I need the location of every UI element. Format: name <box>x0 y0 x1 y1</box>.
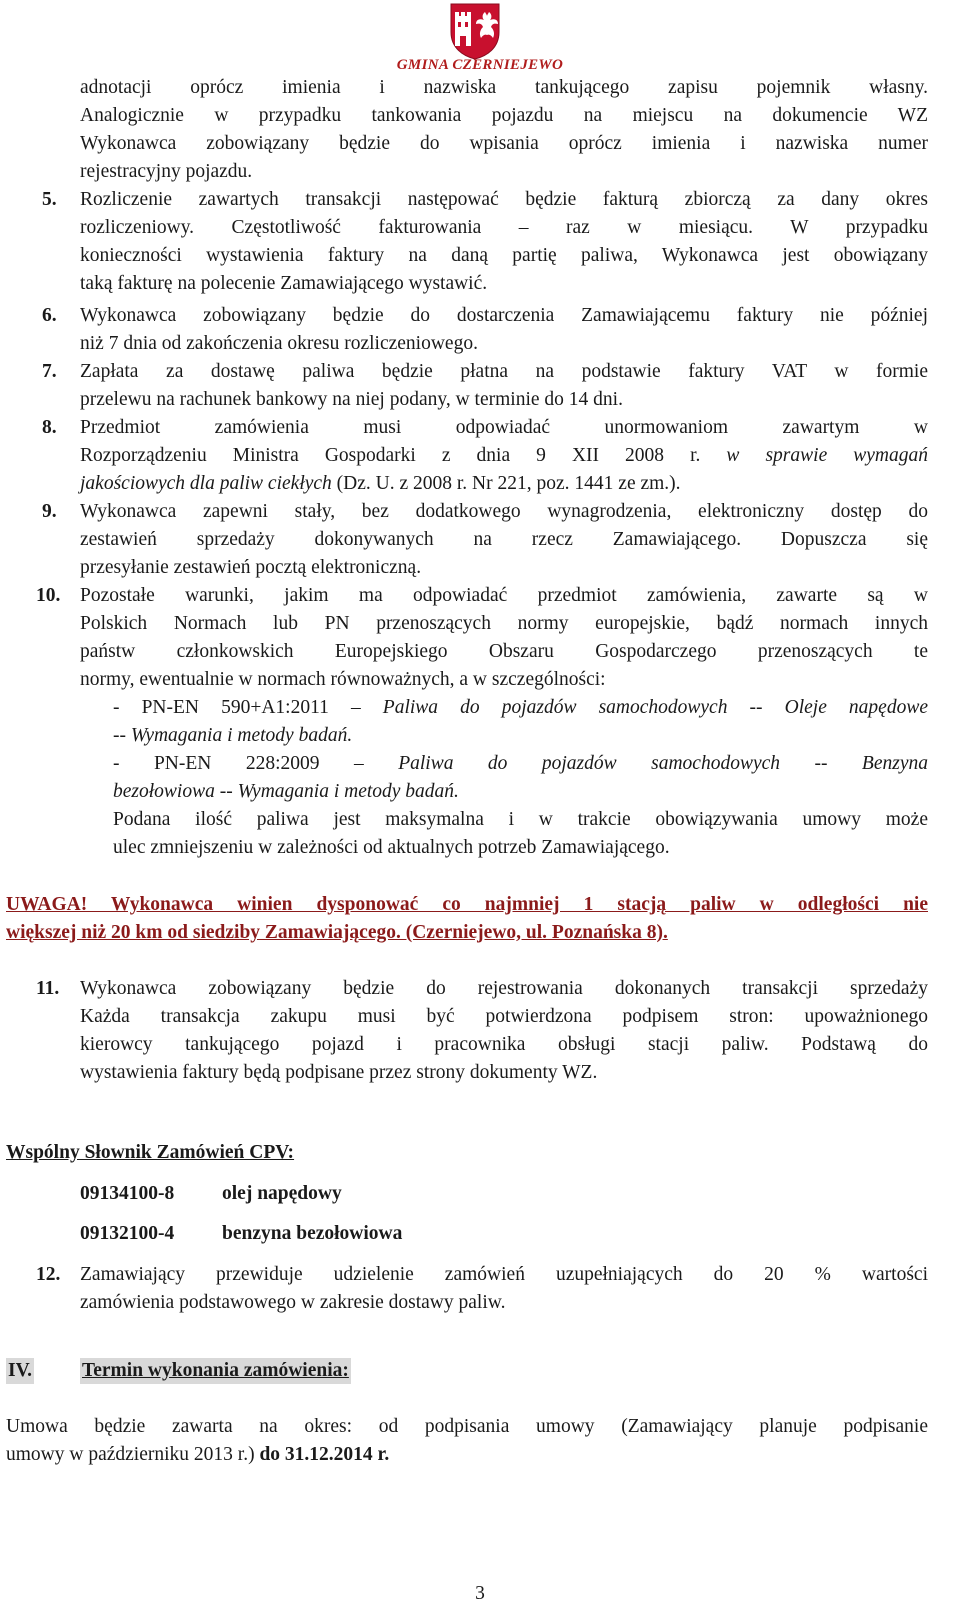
page-number: 3 <box>475 1583 485 1604</box>
section-roman-numeral: IV. <box>6 1358 34 1384</box>
item-line: Pozostałe warunki, jakim ma odpowiadać przedmiot zamówienia, zawarte są w <box>80 585 928 606</box>
contract-period-text: umowy w październiku 2013 r.) <box>6 1444 255 1465</box>
item-line <box>80 444 928 468</box>
intro-line: Wykonawca zobowiązany będzie do wpisania oprócz imienia i nazwiska numer <box>80 133 928 154</box>
standard-title: -- Wymagania i metody badań. <box>113 725 353 746</box>
regulation-title: jakościowych dla paliw ciekłych <box>80 473 332 494</box>
note-line: Podana ilość paliwa jest maksymalna i w trakcie obowiązywania umowy może <box>113 809 928 830</box>
standard-line <box>113 696 928 720</box>
item-line: Polskich Normach lub PN przenoszących normy europejskie, bądź normach innych <box>80 613 928 634</box>
item-line: przesyłanie zestawień pocztą elektroniczną. <box>80 557 422 578</box>
cpv-heading: Wspólny Słownik Zamówień CPV: <box>6 1142 295 1163</box>
item-line: Rozliczenie zawartych transakcji następować będzie fakturą zbiorczą za dany okres <box>80 189 928 210</box>
item-line: Zamawiający przewiduje udzielenie zamówień uzupełniających do 20 % wartości <box>80 1264 928 1285</box>
item-number: 12. <box>36 1264 61 1285</box>
item-line: konieczności wystawienia faktury na daną partię paliwa, Wykonawca jest obowiązany <box>80 245 928 266</box>
item-number: 9. <box>42 501 57 522</box>
item-line: rozliczeniowy. Częstotliwość fakturowania – raz w miesiącu. W przypadku <box>80 217 928 238</box>
standard-title: bezołowiowa -- Wymagania i metody badań. <box>113 781 459 802</box>
item-line: Zapłata za dostawę paliwa będzie płatna na podstawie faktury VAT w formie <box>80 361 928 382</box>
item-number: 7. <box>42 361 57 382</box>
section-line <box>6 1443 928 1467</box>
item-line: niż 7 dnia od zakończenia okresu rozliczeniowego. <box>80 333 478 354</box>
item-line: Wykonawca zapewni stały, bez dodatkowego wynagrodzenia, elektroniczny dostęp do <box>80 501 928 522</box>
intro-line: Analogicznie w przypadku tankowania pojazdu na miejscu na dokumencie WZ <box>80 105 928 126</box>
cpv-name: olej napędowy <box>222 1183 342 1204</box>
item-number: 5. <box>42 189 57 210</box>
note-line: ulec zmniejszeniu w zależności od aktualnych potrzeb Zamawiającego. <box>113 837 670 858</box>
coat-of-arms-logo <box>449 2 501 60</box>
standard-title: Paliwa do pojazdów samochodowych -- Oleje napędowe <box>382 697 929 718</box>
item-line: Przedmiot zamówienia musi odpowiadać unormowaniom zawartym w <box>80 417 928 438</box>
item-line: Wykonawca zobowiązany będzie do dostarczenia Zamawiającemu faktury nie później <box>80 305 928 326</box>
standard-line <box>113 752 928 776</box>
item-line: wystawienia faktury będą podpisane przez strony dokumenty WZ. <box>80 1062 598 1083</box>
uwaga-line: UWAGA! Wykonawca winien dysponować co najmniej 1 stacją paliw w odległości nie <box>6 894 928 915</box>
cpv-row <box>80 1222 402 1246</box>
gmina-label: GMINA CZERNIEJEWO <box>396 57 564 73</box>
item-line: zamówienia podstawowego w zakresie dostawy paliw. <box>80 1292 506 1313</box>
regulation-text: Rozporządzeniu Ministra Gospodarki z dnia 9 XII 2008 r. <box>80 445 701 466</box>
section-title: Termin wykonania zamówienia: <box>80 1358 351 1384</box>
cpv-name: benzyna bezołowiowa <box>222 1223 403 1244</box>
item-number: 11. <box>36 978 60 999</box>
cpv-row <box>80 1182 342 1206</box>
item-line: kierowcy tankującego pojazd i pracownika obsługi stacji paliw. Podstawą do <box>80 1034 928 1055</box>
cpv-code: 09132100-4 <box>80 1223 175 1244</box>
cpv-code: 09134100-8 <box>80 1183 175 1204</box>
item-number: 10. <box>36 585 61 606</box>
item-number: 8. <box>42 417 57 438</box>
item-line: normy, ewentualnie w normach równoważnych, a w szczególności: <box>80 669 606 690</box>
item-line: przelewu na rachunek bankowy na niej podany, w terminie do 14 dni. <box>80 389 623 410</box>
section-line: Umowa będzie zawarta na okres: od podpisania umowy (Zamawiający planuje podpisanie <box>6 1416 928 1437</box>
standard-code: - PN-EN 228:2009 – <box>113 753 364 774</box>
item-number: 6. <box>42 305 57 326</box>
standard-title: Paliwa do pojazdów samochodowych -- Benzyna <box>398 753 928 774</box>
uwaga-line: większej niż 20 km od siedziby Zamawiającego. (Czerniejewo, ul. Poznańska 8). <box>6 922 668 943</box>
item-line: taką fakturę na polecenie Zamawiającego wystawić. <box>80 273 488 294</box>
item-line: państw członkowskich Europejskiego Obszaru Gospodarczego przenoszących te <box>80 641 928 662</box>
item-line: zestawień sprzedaży dokonywanych na rzecz Zamawiającego. Dopuszcza się <box>80 529 928 550</box>
item-line <box>80 472 928 496</box>
intro-line: adnotacji oprócz imienia i nazwiska tankującego zapisu pojemnik własny. <box>80 77 928 98</box>
contract-end-date: do 31.12.2014 r. <box>259 1444 390 1465</box>
item-line: Każda transakcja zakupu musi być potwierdzona podpisem stron: upoważnionego <box>80 1006 928 1027</box>
intro-line: rejestracyjny pojazdu. <box>80 161 253 182</box>
regulation-title: w sprawie wymagań <box>726 445 928 466</box>
item-line: Wykonawca zobowiązany będzie do rejestrowania dokonanych transakcji sprzedaży <box>80 978 928 999</box>
regulation-citation: (Dz. U. z 2008 r. Nr 221, poz. 1441 ze zm.). <box>336 473 681 494</box>
standard-code: - PN-EN 590+A1:2011 – <box>113 697 361 718</box>
